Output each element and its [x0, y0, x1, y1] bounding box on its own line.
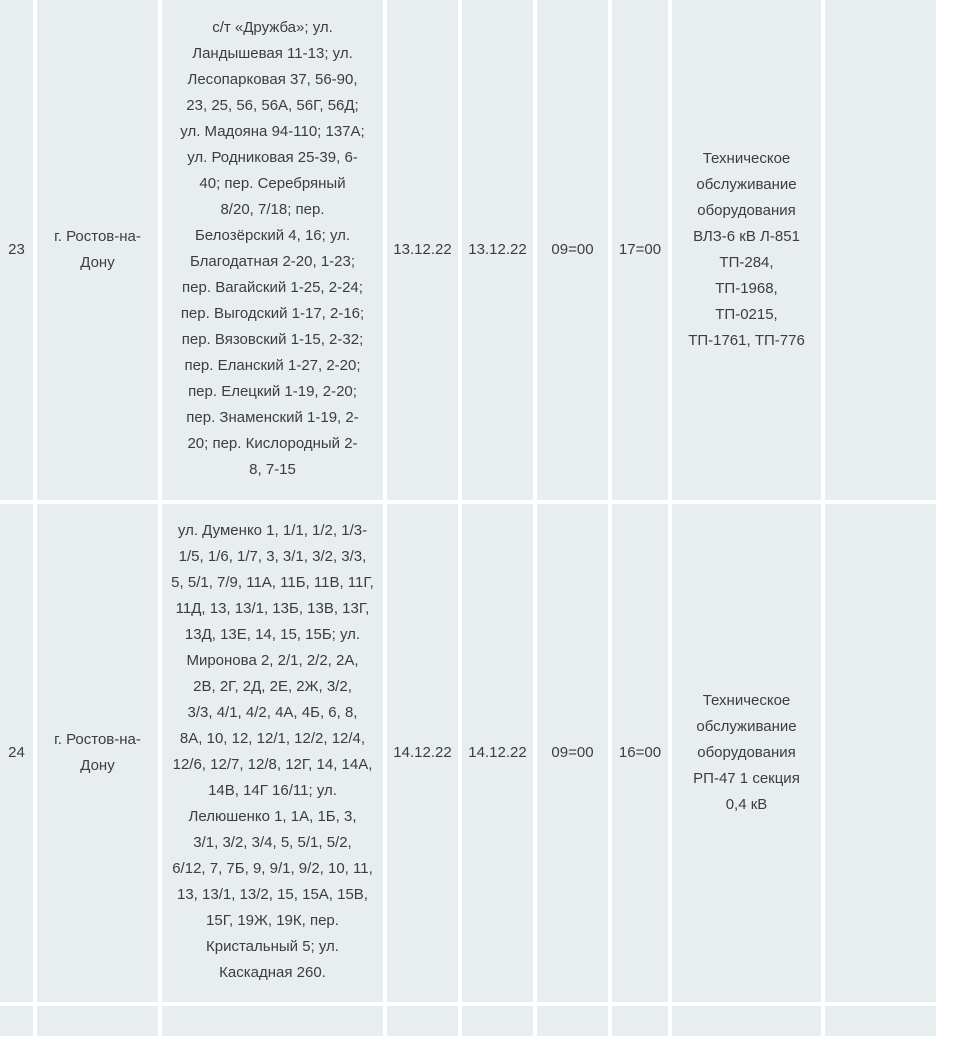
table-row [0, 1006, 936, 1036]
work-description-cell [672, 0, 821, 500]
row-cell [462, 1006, 533, 1036]
work-line: Техническое [702, 150, 791, 167]
work-line: ВЛЗ-6 кВ Л-851 [693, 228, 800, 245]
address-line: 11Д, 13, 13/1, 13Б, 13В, 13Г, [175, 600, 370, 617]
work-line: РП-47 1 секция [693, 770, 800, 787]
address-line: ул. Родниковая 25-39, 6- [187, 149, 358, 166]
address-line: Кристальный 5; ул. [206, 938, 339, 955]
city-line: г. Ростов-на- [54, 228, 141, 245]
city-cell [37, 0, 158, 500]
address-line: Белозёрский 4, 16; ул. [194, 227, 351, 244]
address-line: ул. Мадояна 94-110; 137А; [180, 123, 365, 140]
address-line: пер. Вагайский 1-25, 2-24; [182, 279, 363, 296]
address-line: пер. Елецкий 1-19, 2-20; [188, 383, 357, 400]
work-description-cell [672, 504, 821, 1002]
city-line: г. Ростов-на- [54, 731, 141, 748]
address-line: 13, 13/1, 13/2, 15, 15А, 15В, [177, 886, 368, 903]
address-line: 23, 25, 56, 56А, 56Г, 56Д; [186, 97, 359, 114]
address-line: 1/5, 1/6, 1/7, 3, 3/1, 3/2, 3/3, [178, 548, 367, 565]
address-line: Ландышевая 11-13; ул. [192, 45, 353, 62]
address-line: Благодатная 2-20, 1-23; [189, 253, 356, 270]
address-line: Каскадная 260. [219, 964, 326, 981]
work-line: Техническое [702, 692, 791, 709]
table-row [0, 504, 936, 1002]
row-number-cell: 23 [0, 0, 33, 500]
work-line: оборудования [697, 744, 796, 761]
end-time-cell: 16=00 [612, 504, 668, 1002]
row-cell [162, 1006, 383, 1036]
address-line: 2В, 2Г, 2Д, 2Е, 2Ж, 3/2, [193, 678, 352, 695]
start-time-cell: 09=00 [537, 0, 608, 500]
address-line: 3/3, 4/1, 4/2, 4А, 4Б, 6, 8, [187, 704, 358, 721]
row-cell [825, 1006, 936, 1036]
address-line: 8/20, 7/18; пер. [220, 201, 325, 218]
table-row [0, 0, 936, 500]
address-cell [162, 0, 383, 500]
address-line: Лесопарковая 37, 56-90, [187, 71, 358, 88]
address-cell [162, 504, 383, 1002]
work-line: ТП-1968, [715, 280, 778, 297]
address-line: 3/1, 3/2, 3/4, 5, 5/1, 5/2, [193, 834, 352, 851]
row-cell [672, 1006, 821, 1036]
address-line: пер. Знаменский 1-19, 2- [186, 409, 359, 426]
end-time-cell: 17=00 [612, 0, 668, 500]
address-line: 20; пер. Кислородный 2- [187, 435, 358, 452]
address-line: 8А, 10, 12, 12/1, 12/2, 12/4, [179, 730, 366, 747]
address-line: пер. Еланский 1-27, 2-20; [184, 357, 361, 374]
work-line: обслуживание [696, 176, 797, 193]
city-cell [37, 504, 158, 1002]
end-date-cell: 13.12.22 [462, 0, 533, 500]
extra-cell [825, 504, 936, 1002]
row-cell [0, 1006, 33, 1036]
extra-cell [825, 0, 936, 500]
address-line: с/т «Дружба»; ул. [212, 19, 333, 36]
address-line: Лелюшенко 1, 1А, 1Б, 3, [188, 808, 357, 825]
address-line: 5, 5/1, 7/9, 11А, 11Б, 11В, 11Г, [171, 574, 374, 591]
address-line: 40; пер. Серебряный [199, 175, 346, 192]
address-line: 12/6, 12/7, 12/8, 12Г, 14, 14А, [172, 756, 373, 773]
work-line: оборудования [697, 202, 796, 219]
work-line: ТП-0215, [715, 306, 778, 323]
start-date-cell: 14.12.22 [387, 504, 458, 1002]
address-line: 13Д, 13Е, 14, 15, 15Б; ул. [184, 626, 361, 643]
address-line: ул. Думенко 1, 1/1, 1/2, 1/3- [177, 522, 368, 539]
city-line: Дону [80, 757, 115, 774]
address-line: 15Г, 19Ж, 19К, пер. [206, 912, 339, 929]
work-line: ТП-284, [719, 254, 774, 271]
start-date-cell: 13.12.22 [387, 0, 458, 500]
address-line: 6/12, 7, 7Б, 9, 9/1, 9/2, 10, 11, [172, 860, 373, 877]
address-line: Миронова 2, 2/1, 2/2, 2А, [186, 652, 359, 669]
work-line: ТП-1761, ТП-776 [688, 332, 805, 349]
work-line: обслуживание [696, 718, 797, 735]
end-date-cell: 14.12.22 [462, 504, 533, 1002]
row-cell [612, 1006, 668, 1036]
work-line: 0,4 кВ [725, 796, 768, 813]
row-cell [37, 1006, 158, 1036]
address-line: пер. Вязовский 1-15, 2-32; [181, 331, 364, 348]
address-line: 14В, 14Г 16/11; ул. [208, 782, 337, 799]
city-line: Дону [80, 254, 115, 271]
start-time-cell: 09=00 [537, 504, 608, 1002]
address-line: пер. Выгодский 1-17, 2-16; [180, 305, 365, 322]
row-number-cell: 24 [0, 504, 33, 1002]
address-line: 8, 7-15 [249, 461, 296, 478]
row-cell [537, 1006, 608, 1036]
row-cell [387, 1006, 458, 1036]
